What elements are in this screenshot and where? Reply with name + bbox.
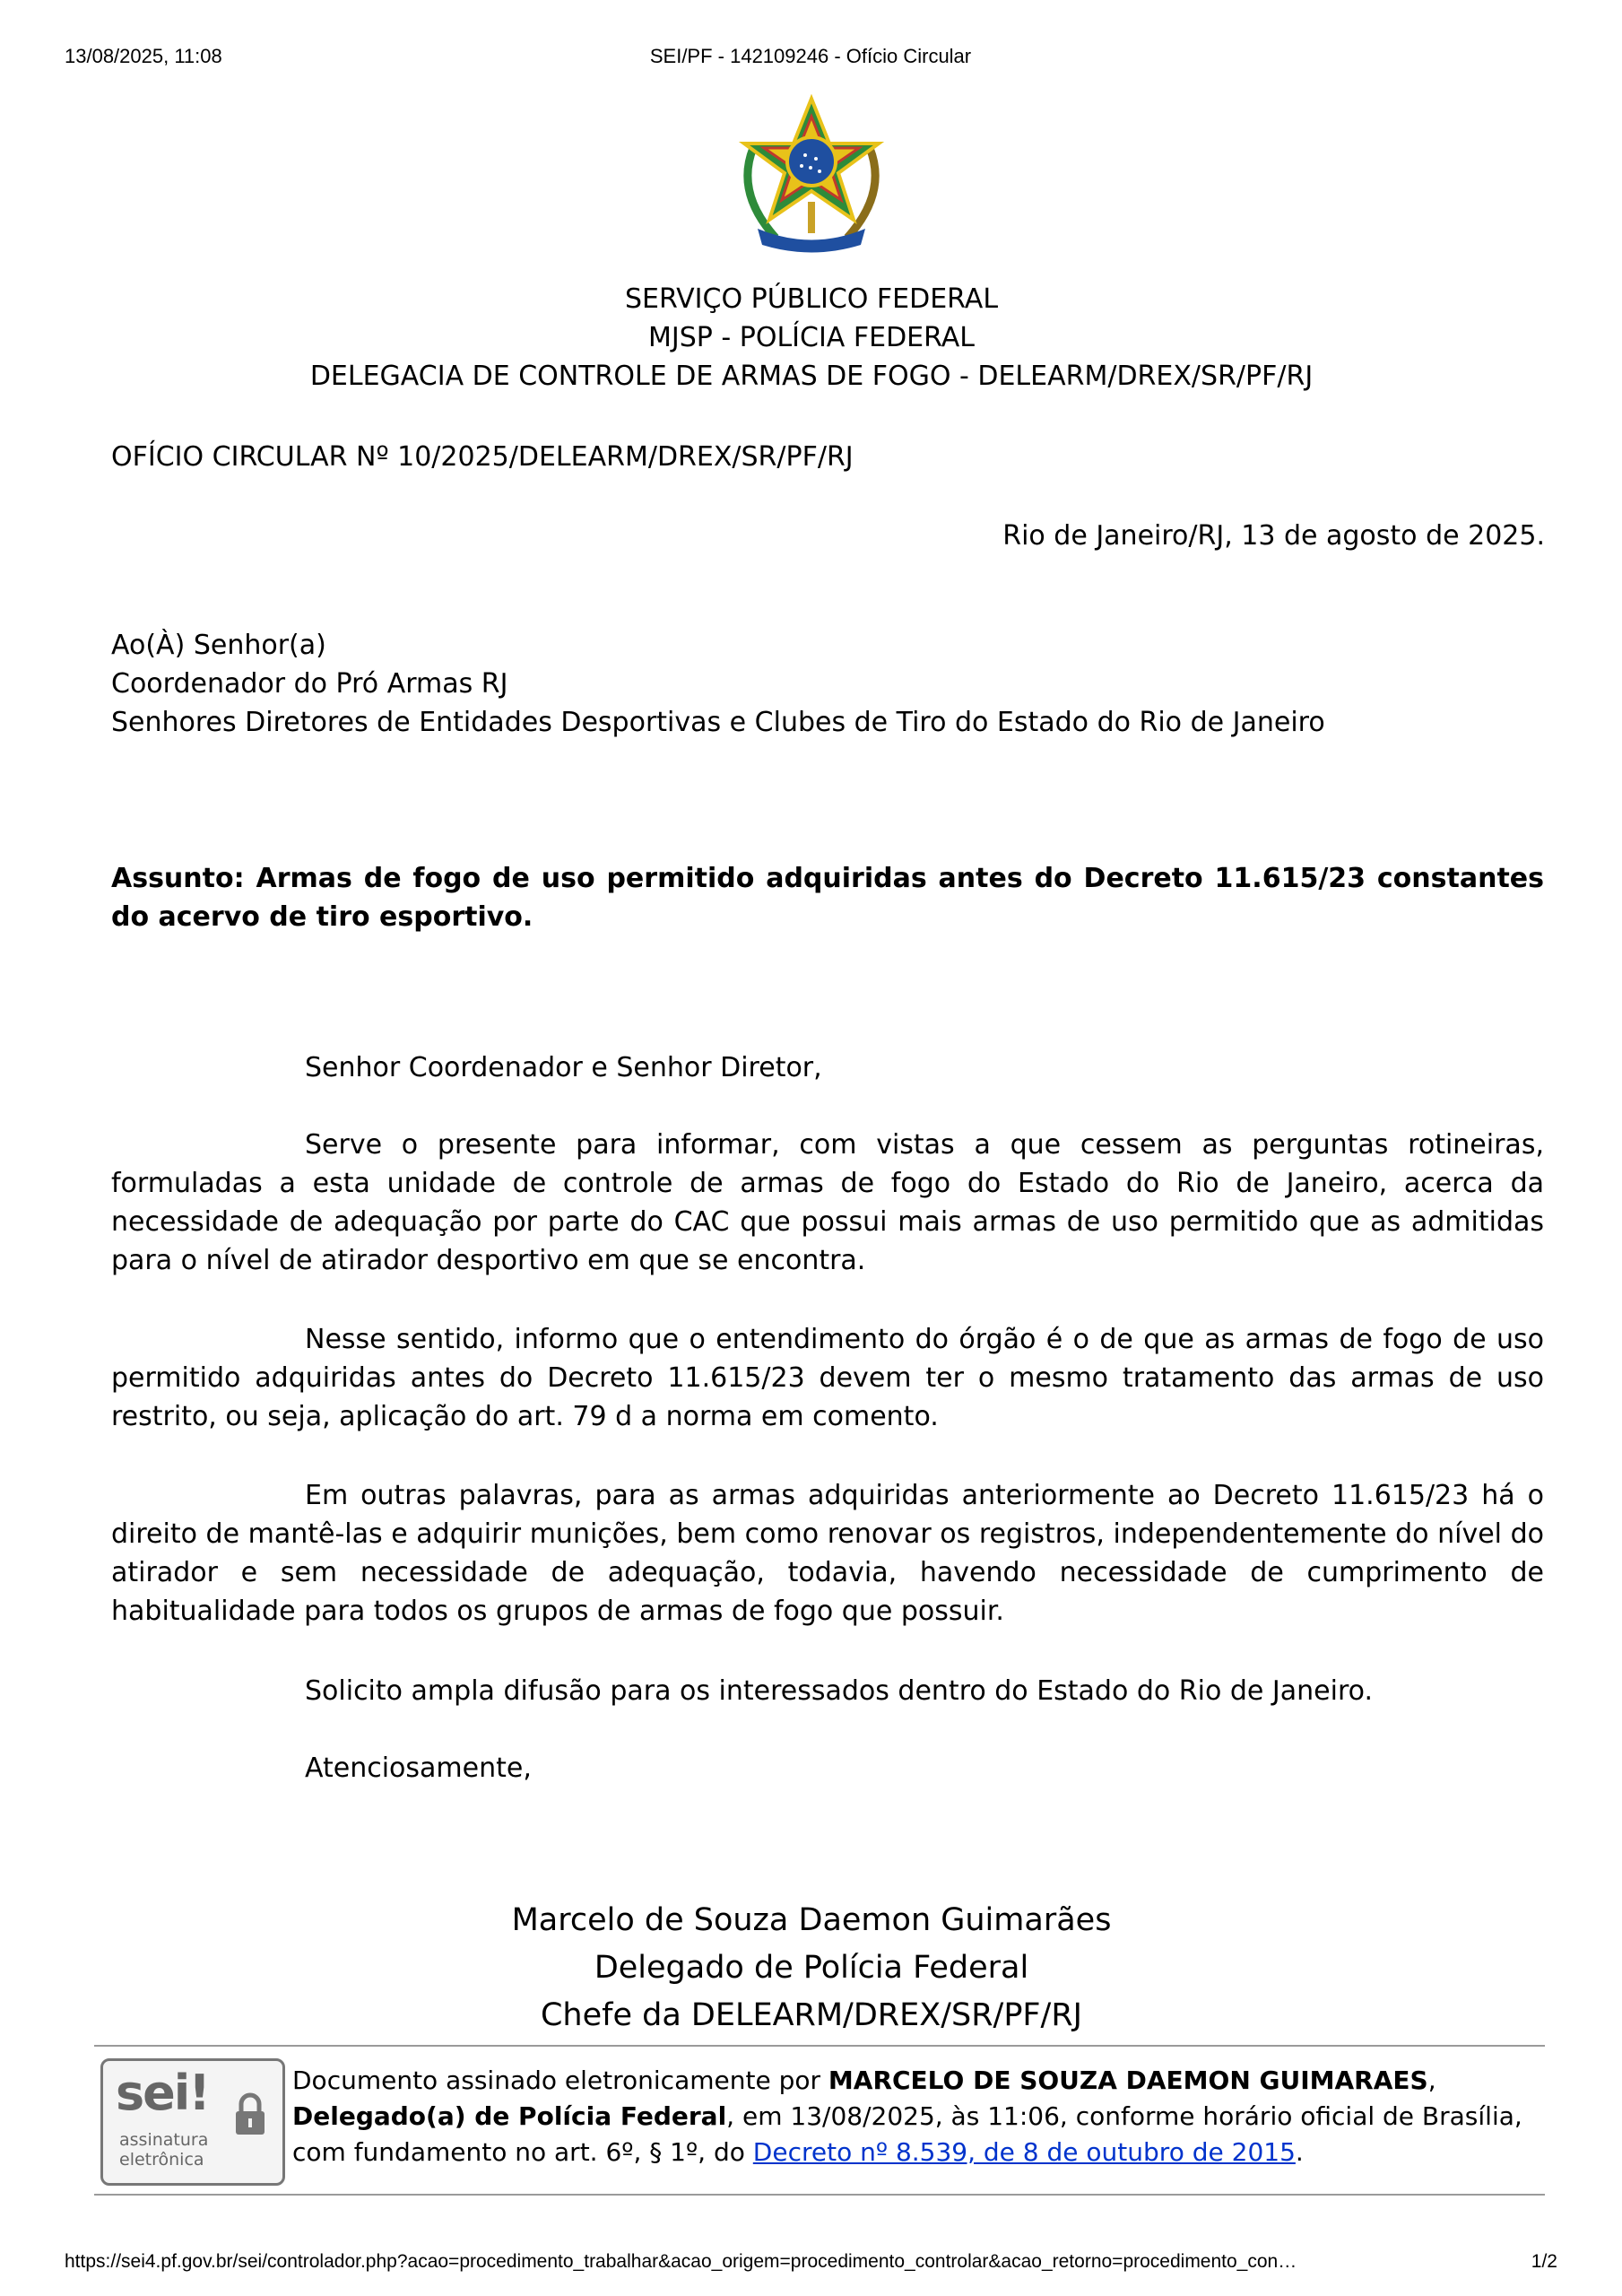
print-url: https://sei4.pf.gov.br/sei/controlador.php?acao=procedimento_trabalhar&acao_origem=procedimento_controlar&acao_retorno=procedimento_con… — [65, 2251, 1297, 2272]
e-signature-signer: MARCELO DE SOUZA DAEMON GUIMARAES — [828, 2066, 1428, 2095]
letterhead-ministry: MJSP - POLÍCIA FEDERAL — [647, 322, 975, 353]
sei-signature-badge — [100, 2058, 285, 2186]
place-date: Rio de Janeiro/RJ, 13 de agosto de 2025. — [1002, 520, 1545, 552]
sei-logo-text: sei! — [116, 2065, 209, 2121]
document-number: OFÍCIO CIRCULAR Nº 10/2025/DELEARM/DREX/SR/PF/RJ — [111, 441, 854, 473]
salutation: Senhor Coordenador e Senhor Diretor, — [305, 1052, 822, 1083]
decree-link[interactable]: Decreto nº 8.539, de 8 de outubro de 2015 — [752, 2137, 1296, 2167]
recipient-line: Senhores Diretores de Entidades Desportivas e Clubes de Tiro do Estado do Rio de Janeiro — [111, 707, 1325, 738]
subject: Assunto: Armas de fogo de uso permitido adquiridas antes do Decreto 11.615/23 constantes do acervo de tiro esportivo. — [111, 863, 1544, 933]
e-signature-text — [292, 2063, 1530, 2170]
e-signature-role: Delegado(a) de Polícia Federal — [292, 2101, 727, 2131]
signer-role: Delegado de Polícia Federal — [594, 1950, 1029, 1986]
divider — [94, 2194, 1545, 2196]
body-paragraph: Nesse sentido, informo que o entendimento do órgão é o de que as armas de fogo de uso permitido adquiridas antes do Decreto 11.615/23 devem ter o mesmo tratamento das armas de uso restrito, ou seja, aplicação do art. 79 d a norma em comento. — [111, 1324, 1544, 1432]
print-page-title: SEI/PF - 142109246 - Ofício Circular — [649, 45, 972, 67]
recipient-line: Coordenador do Pró Armas RJ — [111, 668, 508, 700]
letterhead-unit: DELEGACIA DE CONTROLE DE ARMAS DE FOGO - DELEARM/DREX/SR/PF/RJ — [309, 361, 1314, 392]
recipient-line: Ao(À) Senhor(a) — [111, 630, 326, 661]
badge-caption-1: assinatura — [119, 2130, 209, 2150]
body-paragraph: Em outras palavras, para as armas adquiridas anteriormente ao Decreto 11.615/23 há o direito de mantê-las e adquirir munições, bem como renovar os registros, independentemente do nível do atirador e sem necessidade de adequação, todavia, havendo necessidade de cumprimento de habitualidade para todos os grupos de armas de fogo que possuir. — [111, 1480, 1544, 1627]
divider — [94, 2045, 1545, 2047]
closing: Atenciosamente, — [305, 1752, 532, 1784]
badge-caption-2: eletrônica — [119, 2150, 204, 2170]
body-paragraph: Solicito ampla difusão para os interessados dentro do Estado do Rio de Janeiro. — [305, 1675, 1373, 1707]
print-page-number: 1/2 — [1531, 2251, 1557, 2272]
lock-icon — [232, 2092, 268, 2135]
body-paragraph: Serve o presente para informar, com vistas a que cessem as perguntas rotineiras, formuladas a esta unidade de controle de armas de fogo do Estado do Rio de Janeiro, acerca da necessidade de adequação por parte do CAC que possui mais armas de uso permitido que as admitidas para o nível de atirador desportivo em que se encontra. — [111, 1129, 1544, 1276]
letterhead-service: SERVIÇO PÚBLICO FEDERAL — [624, 283, 999, 315]
e-signature-details: , em 13/08/2025, às 11:06, conforme horário oficial de Brasília, com fundamento no art. 6º, § 1º, do — [292, 2101, 1522, 2167]
e-signature-sep: , — [1427, 2066, 1436, 2095]
e-signature-intro: Documento assinado eletronicamente por — [292, 2066, 828, 2095]
signer-name: Marcelo de Souza Daemon Guimarães — [511, 1902, 1112, 1938]
signer-unit: Chefe da DELEARM/DREX/SR/PF/RJ — [540, 1997, 1082, 2033]
brasao-republica-icon — [726, 94, 897, 256]
e-signature-end: . — [1295, 2137, 1304, 2167]
print-datetime: 13/08/2025, 11:08 — [65, 45, 222, 67]
